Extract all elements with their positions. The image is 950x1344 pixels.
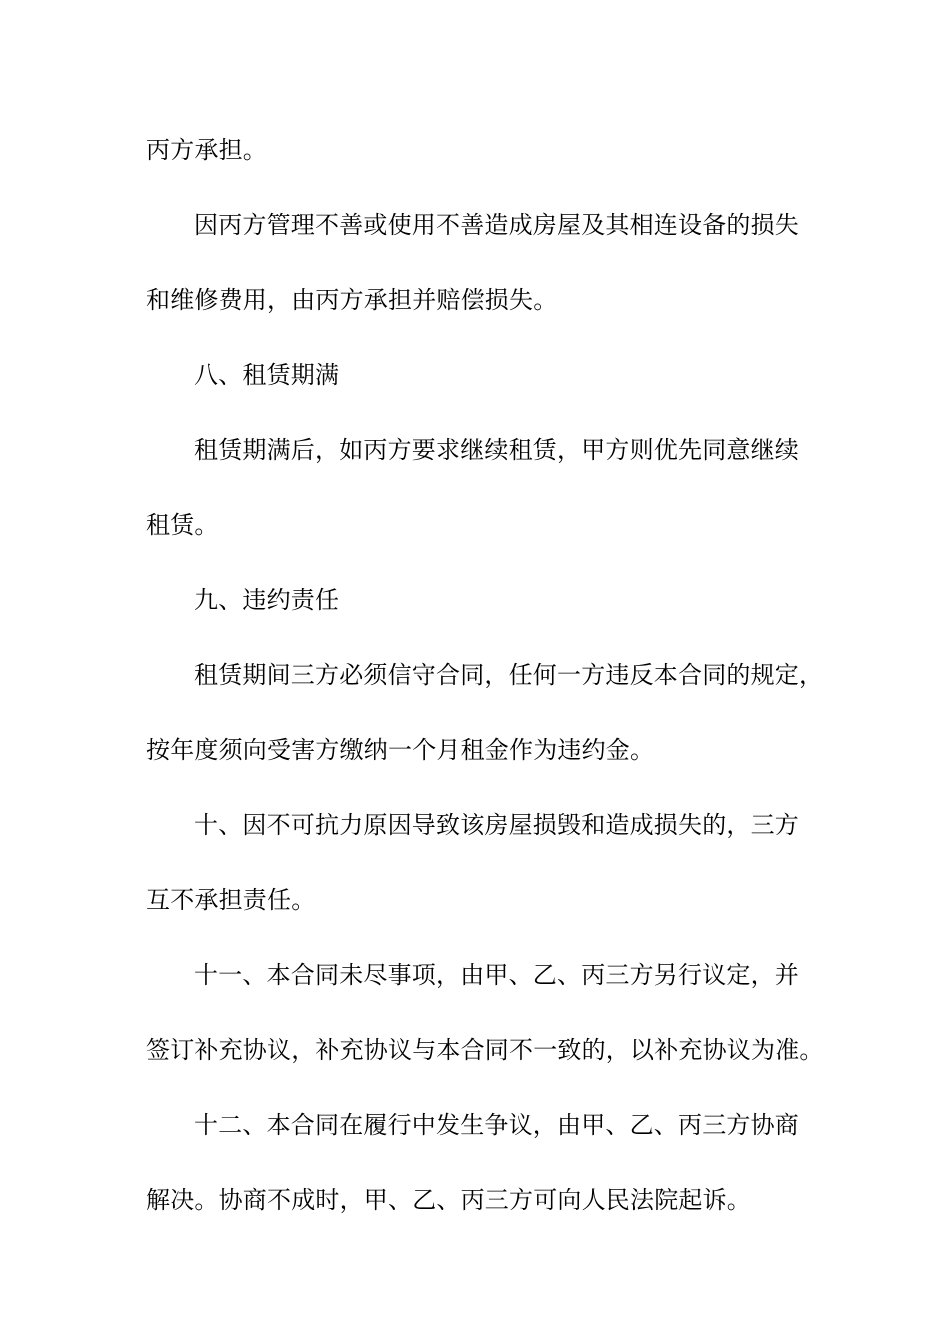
paragraph-line: 租赁期满后，如丙方要求继续租赁，甲方则优先同意继续 (194, 436, 799, 464)
paragraph-line: 因丙方管理不善或使用不善造成房屋及其相连设备的损失 (194, 211, 799, 239)
clause-12: 十二、本合同在履行中发生争议，由甲、乙、丙三方协商 (194, 1111, 799, 1139)
paragraph-line: 租赁期间三方必须信守合同，任何一方违反本合同的规定， (194, 661, 824, 689)
paragraph-continuation: 丙方承担。 (146, 136, 267, 164)
paragraph-line: 互不承担责任。 (146, 886, 316, 914)
paragraph-line: 签订补充协议，补充协议与本合同不一致的，以补充协议为准。 (146, 1036, 824, 1064)
paragraph-line: 租赁。 (146, 511, 219, 539)
paragraph-line: 和维修费用，由丙方承担并赔偿损失。 (146, 286, 558, 314)
section-heading-8: 八、租赁期满 (194, 361, 340, 389)
section-heading-9: 九、违约责任 (194, 586, 340, 614)
clause-10: 十、因不可抗力原因导致该房屋损毁和造成损失的，三方 (194, 811, 799, 839)
paragraph-line: 解决。协商不成时，甲、乙、丙三方可向人民法院起诉。 (146, 1186, 751, 1214)
paragraph-line: 按年度须向受害方缴纳一个月租金作为违约金。 (146, 736, 655, 764)
clause-11: 十一、本合同未尽事项，由甲、乙、丙三方另行议定，并 (194, 961, 799, 989)
